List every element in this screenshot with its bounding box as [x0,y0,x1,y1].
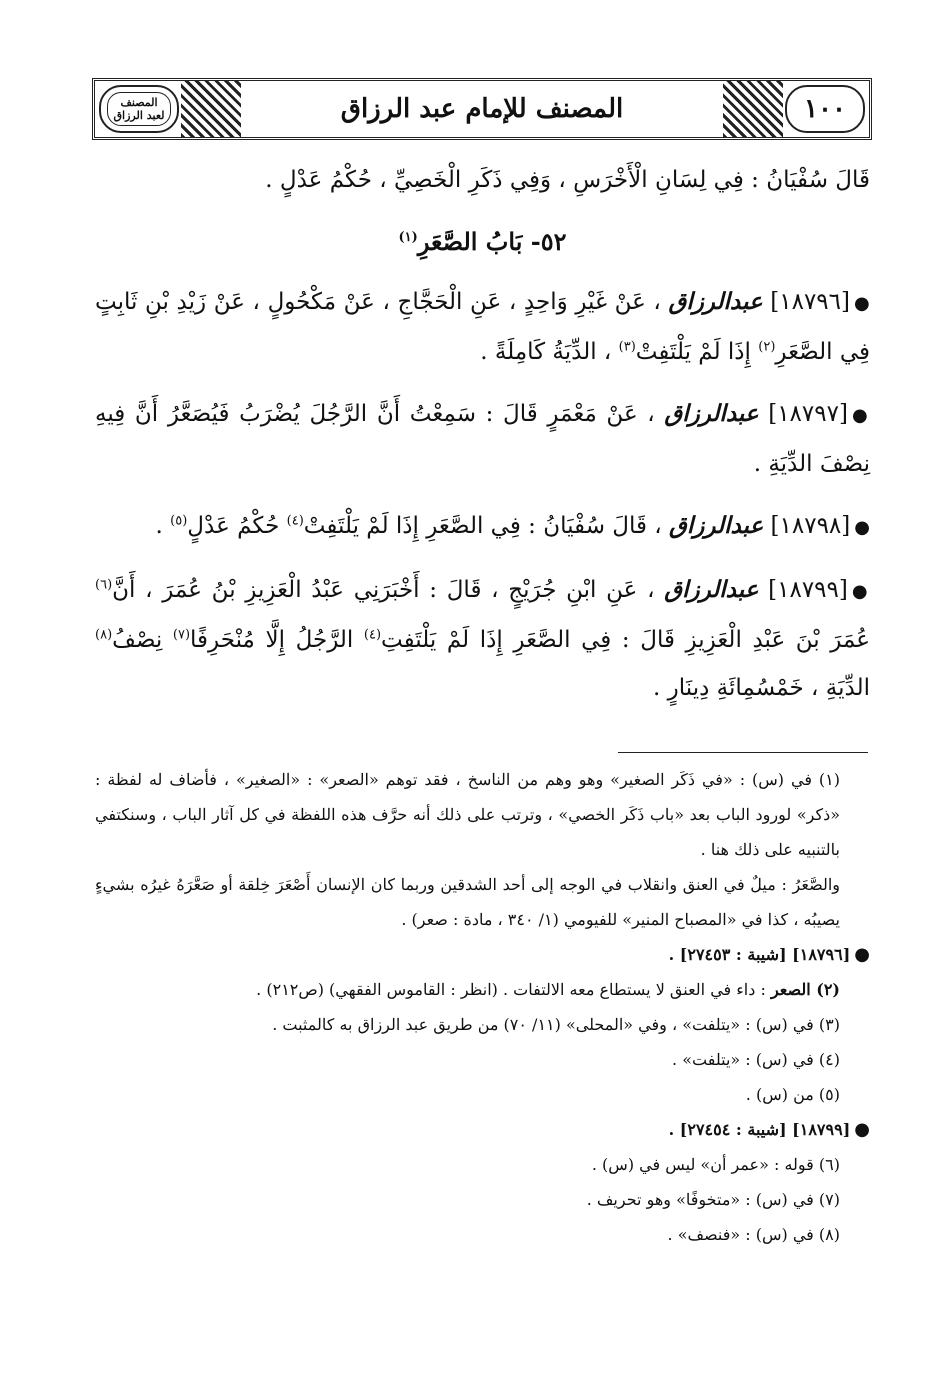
hadith-number: [١٨٧٩٦] [770,289,850,315]
chapter-title: ٥٢- بَابُ الصَّعَرِ [417,227,567,256]
hadith-text: ، عَنْ غَيْرِ وَاحِدٍ ، عَنِ الْحَجَّاجِ ، عَنْ مَكْحُولٍ ، عَنْ زَيْدِ بْنِ ثَابِتٍ فِي الصَّعَرِ [95,289,870,365]
hadith-18798 [95,502,870,552]
hadith-text: ، عَنِ ابْنِ جُرَيْجٍ ، قَالَ : أَخْبَرَنِي عَبْدُ الْعَزِيزِ بْنُ عُمَرَ ، أَنَّ [112,577,655,603]
bullet-icon: ● [854,293,871,314]
intro-line: قَالَ سُفْيَانُ : فِي لِسَانِ الْأَخْرَسِ ، وَفِي ذَكَرِ الْخَصِيِّ ، حُكْمُ عَدْلٍ . [265,167,870,193]
bullet-icon: ● [854,944,870,965]
ornament-band-left [181,81,241,137]
hadith-18797 [95,390,870,488]
main-text [95,156,870,726]
running-title: المصنف للإمام عبد الرزاق [340,94,624,124]
hadith-reference: ●[١٨٧٩٩] [شيبة : ٢٧٤٥٤] . [668,1119,870,1140]
footnote-8: (٨) في (س) : «فنصف» . [667,1225,840,1244]
hadith-text: ، قَالَ سُفْيَانُ : فِي الصَّعَرِ إِذَا لَمْ يَلْتَفِتْ [303,513,662,539]
page-header [92,78,872,140]
footnote-marker: (٤) [363,627,382,643]
bullet-icon: ● [851,581,870,602]
footnote-4: (٤) في (س) : «يتلفت» . [672,1050,840,1069]
hadith-text: حُكْمُ عَدْلٍ [187,513,280,539]
footnote-separator [618,752,868,753]
hadith-text: الدِّيَةِ ، خَمْسُمِائَةِ دِينَارٍ . [653,675,870,701]
hadith-text: نِصْفُ [112,627,163,653]
hadith-text: عُمَرَ بْنَ عَبْدِ الْعَزِيزِ قَالَ : فِي الصَّعَرِ إِذَا لَمْ يَلْتَفِتِ [381,627,871,653]
hadith-text: إِذَا لَمْ يَلْتَفِتْ [635,339,751,365]
page-number-box [785,85,865,133]
emblem-box [99,85,179,133]
chapter-heading [95,218,870,266]
narrator-name: عبدالرزاق [668,288,763,315]
ornament-band-right [723,81,783,137]
hadith-text: الرَّجُلُ إِلَّا مُنْحَرِفًا [190,627,354,653]
hadith-reference: ●[١٨٧٩٦] [شيبة : ٢٧٤٥٣] . [668,944,870,965]
footnote-marker: (٣) [618,339,636,355]
footnote-5: (٥) من (س) . [745,1085,840,1104]
bullet-icon: ● [854,517,870,538]
hadith-text: . [155,513,163,539]
narrator-name: عبدالرزاق [669,512,764,539]
hadith-18796 [95,278,870,376]
footnote-3: (٣) في (س) : «يتلفت» ، وفي «المحلى» (١١/ ٧٠) من طريق عبد الرزاق به كالمثبت . [272,1015,840,1034]
footnote-6: (٦) قوله : «عمر أن» ليس في (س) . [591,1155,840,1174]
footnote-2: (٢) الصعر : داء في العنق لا يستطاع معه الالتفات . (انظر : القاموس الفقهي) (ص٢١٢) . [256,980,840,999]
footnote-marker: (٨) [95,627,113,643]
hadith-number: [١٨٧٩٩] [768,577,848,603]
narrator-name: عبدالرزاق [664,400,759,427]
footnote-marker: (٢) [758,339,776,355]
narrator-name: عبدالرزاق [664,576,759,603]
footnote-marker: (١) [398,230,418,245]
footnotes [95,762,870,1252]
hadith-18799 [95,566,870,712]
footnote-1: (١) في (س) : «في ذَكَر الصغير» وهو وهم من الناسخ ، فقد توهم «الصعر» : «الصغير» ، فأضاف له لفظة : «ذكر» لورود الباب بعد «باب ذَكَر الخصي» ، وترتب على ذلك أنه حرَّف هذه اللفظة في كل آثار الباب ، وسنكتفي بالتنبيه على ذلك هنا . [95,770,841,859]
footnote-marker: (٤) [286,513,304,529]
footnote-marker: (٧) [172,627,191,643]
footnote-marker: (٦) [95,577,113,593]
hadith-number: [١٨٧٩٧] [768,401,848,427]
hadith-text: ، الدِّيَةُ كَامِلَةً . [480,339,612,365]
page-number: ١٠٠ [804,94,846,124]
bullet-icon: ● [851,405,871,426]
book-emblem: المصنف لعبد الرزاق [107,92,172,126]
hadith-number: [١٨٧٩٨] [770,513,851,539]
bullet-icon: ● [854,1119,870,1140]
footnote-1-cont: والصَّعَرُ : ميلٌ في العنق وانقلاب في الوجه إلى أحد الشدقين وربما كان الإنسان أَصْعَرَ خِلقة أو صَعَّرَهُ غيرُه بشيءٍ يصيبُه ، كذا في «المصباح المنير» للفيومي (١/ ٣٤٠ ، مادة : صعر) . [95,875,841,929]
footnote-7: (٧) في (س) : «متخوفًا» وهو تحريف . [586,1190,840,1209]
hadith-text: ، عَنْ مَعْمَرٍ قَالَ : سَمِعْتُ أَنَّ الرَّجُلَ يُضْرَبُ فَيُصَعَّرُ أَنَّ فِيهِ نِصْفَ الدِّيَةِ . [95,401,870,477]
footnote-marker: (٥) [170,513,188,529]
